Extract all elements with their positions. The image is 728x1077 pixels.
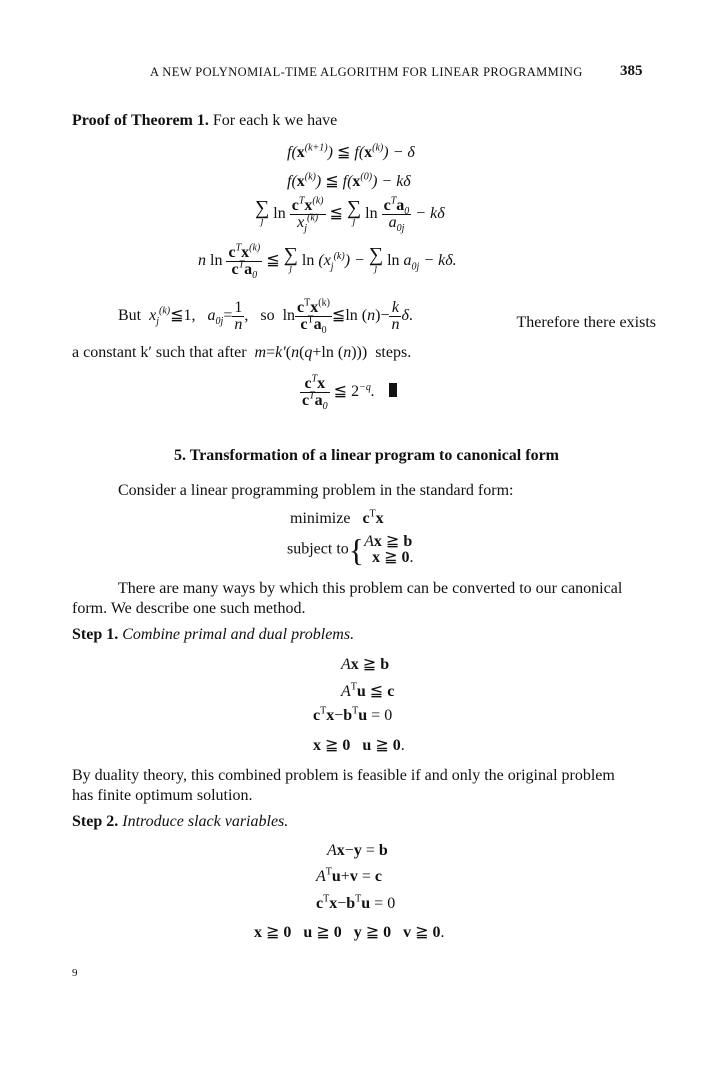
step-2-label: Step 2. bbox=[72, 813, 119, 830]
equation-5: $\frac{c^Tx}{c^Ta_0}$ ≦ $2^{-q}$. bbox=[300, 376, 397, 409]
step-2-heading bbox=[72, 813, 288, 831]
constraints: subject to{ Ax ≧ b x ≧ 0. bbox=[287, 532, 414, 568]
steps-word: steps. bbox=[375, 344, 412, 361]
subject-to-word: subject to bbox=[287, 540, 349, 558]
section-intro: Consider a linear programming problem in the standard form: bbox=[118, 482, 514, 499]
but-word: But bbox=[118, 307, 142, 325]
step1-eq-1: Ax ≧ b bbox=[341, 656, 390, 673]
step-1-label: Step 1. bbox=[72, 626, 119, 643]
step-2-title: Introduce slack variables. bbox=[122, 813, 289, 830]
page-number: 385 bbox=[620, 63, 643, 79]
equation-2: $f(x^{(k)})$ ≦ $f(x^{(0)}) - k\delta$ bbox=[287, 171, 411, 190]
constant-text: a constant k′ such that after bbox=[72, 344, 247, 361]
paragraph-2-line-2: form. We describe one such method. bbox=[72, 600, 306, 617]
minimize-word: minimize bbox=[290, 510, 351, 527]
step2-eq-4: x ≧ 0 u ≧ 0 y ≧ 0 v ≧ 0. bbox=[254, 924, 445, 941]
step-1-title: Combine primal and dual problems. bbox=[122, 626, 355, 643]
therefore-text: Therefore there exists bbox=[516, 314, 656, 331]
proof-label: Proof of Theorem 1. bbox=[72, 112, 209, 129]
proof-intro-line bbox=[72, 112, 337, 130]
step1-eq-2: $A^Tu$ ≦ c bbox=[341, 681, 395, 700]
step2-eq-2: $A^Tu+v = c$ bbox=[316, 866, 382, 885]
step-1-heading bbox=[72, 626, 354, 644]
equation-3: ∑ j ln $\frac{c^Tx^{(k)}}{x_j^{(k)}}$ ≦ ∑ j ln $\frac{c^Ta_0}{a_{0j}}$ − kδ bbox=[255, 195, 445, 235]
section-title: 5. Transformation of a linear program to canonical form bbox=[174, 447, 559, 464]
step1-eq-4: x ≧ 0 u ≧ 0. bbox=[313, 737, 405, 754]
footer-number: 9 bbox=[72, 967, 78, 979]
duality-line-2: has finite optimum solution. bbox=[72, 787, 253, 804]
but-line: But $x_j^{(k)}≦1$, $a_{0j}=$ $\frac{1}{n}$ , so ln $\frac{c^Tx^{(k)}}{c^Ta_0}$ ≦ln (n)− $\frac{k}{n}$ δ. Therefore there exists bbox=[118, 297, 656, 337]
qed-square bbox=[389, 383, 397, 397]
step1-eq-3: $c^Tx-b^Tu = 0$ bbox=[313, 705, 393, 724]
duality-line-1: By duality theory, this combined problem is feasible if and only the original problem bbox=[72, 767, 615, 784]
equation-1: $f(x^{(k+1)})$ ≦ $f(x^{(k)}) - \delta$ bbox=[287, 142, 415, 161]
constant-line: a constant k′ such that after m=k′(n(q+ln (n))) steps. bbox=[72, 344, 412, 361]
proof-intro: For each k we have bbox=[212, 112, 338, 129]
paragraph-2-line-1: There are many ways by which this problem can be converted to our canonical bbox=[118, 580, 623, 597]
equation-4: n ln $\frac{c^Tx^{(k)}}{c^Ta_0}$ ≦ ∑ j $\ln (x_j^{(k)})$ − ∑ j $\ln a_{0j} - k\delta$. bbox=[198, 242, 457, 282]
step2-eq-1: Ax−y = b bbox=[327, 842, 388, 859]
objective: minimize $c^Tx$ bbox=[290, 508, 384, 527]
so-word: so bbox=[260, 307, 275, 325]
step2-eq-3: $c^Tx-b^Tu = 0$ bbox=[316, 893, 396, 912]
running-title: A NEW POLYNOMIAL-TIME ALGORITHM FOR LINEAR PROGRAMMING bbox=[150, 65, 583, 79]
